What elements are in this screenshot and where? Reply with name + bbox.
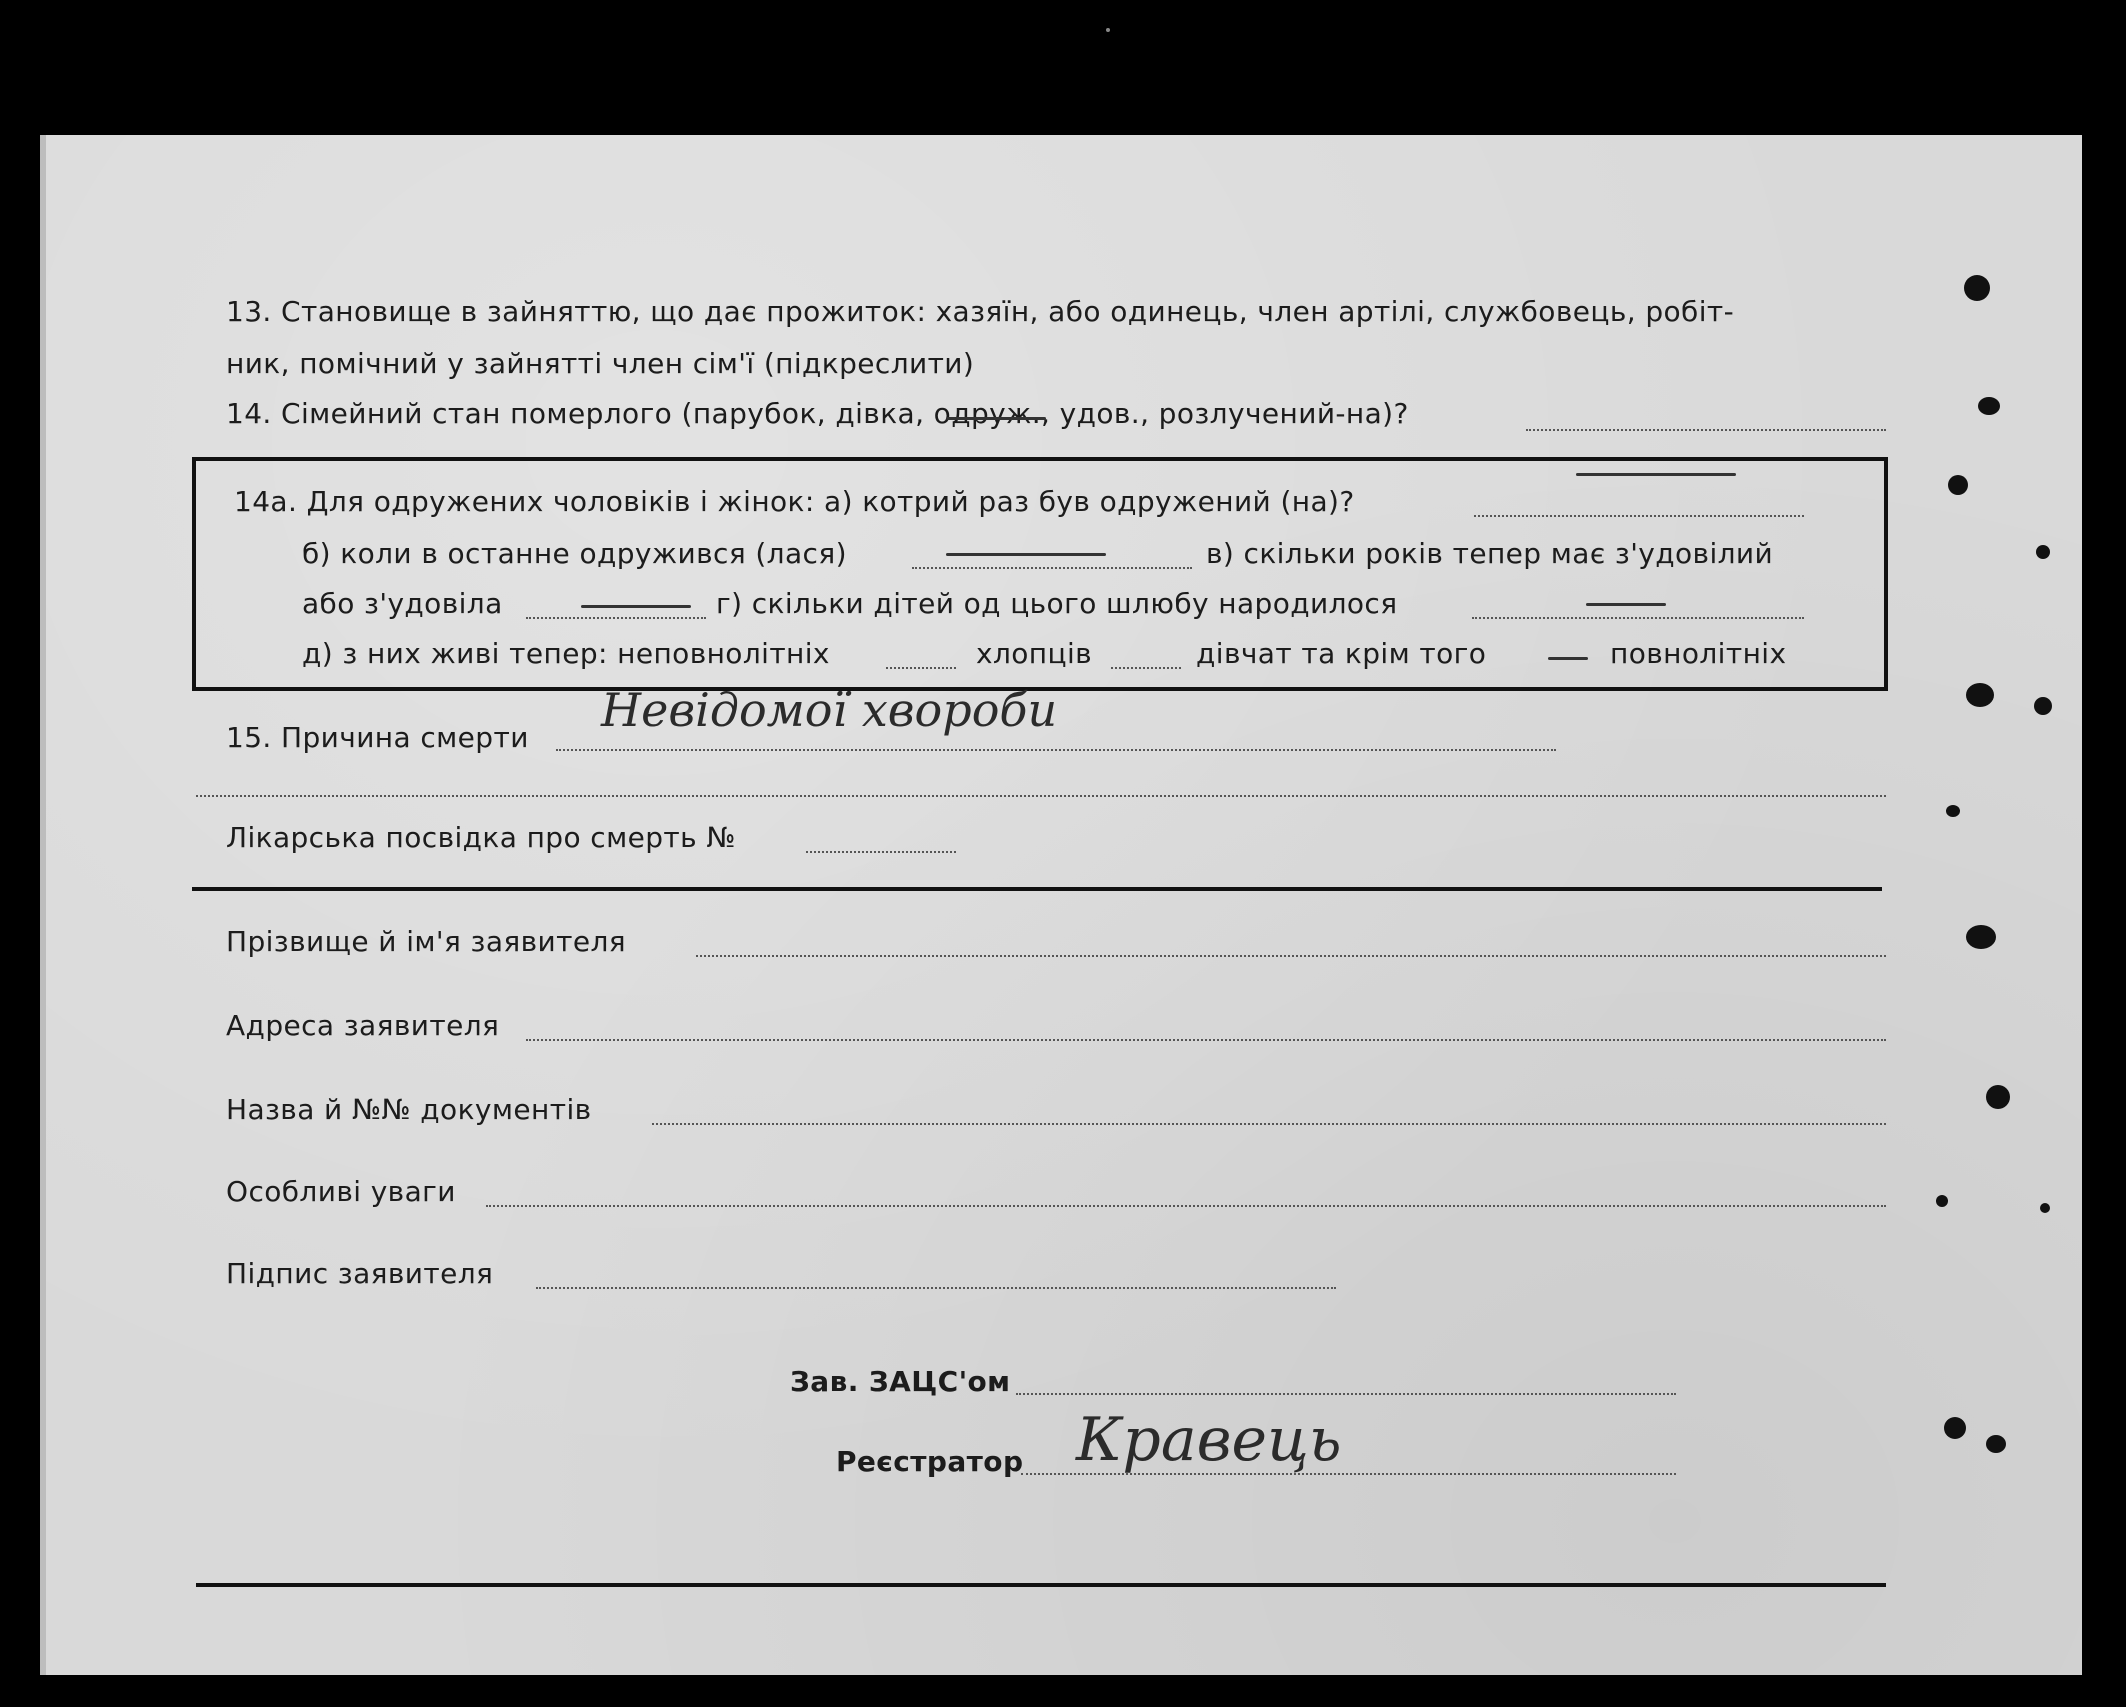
q14a-b-dash — [946, 553, 1106, 556]
form-page — [40, 135, 2082, 1675]
q13-line1: 13. Становище в зайняттю, що дає прожиток: хазяїн, або одинець, член артілі, службовець, робіт- — [226, 295, 1735, 328]
binding-hole — [1986, 1085, 2010, 1109]
head-signature-line[interactable] — [1016, 1393, 1676, 1395]
q14a-g-label: г) скільки дітей од цього шлюбу народилося — [716, 587, 1398, 620]
documents-line[interactable] — [652, 1123, 1886, 1125]
documents-label: Назва й №№ документів — [226, 1093, 592, 1126]
applicant-signature-line[interactable] — [536, 1287, 1336, 1289]
q14a-b-answer-line[interactable] — [912, 567, 1192, 569]
binding-hole — [1966, 683, 1994, 707]
registrar-signature-handwriting: Кравець — [1076, 1405, 1342, 1475]
binding-hole — [2036, 545, 2050, 559]
q15-label: 15. Причина смерти — [226, 721, 529, 754]
head-label: Зав. ЗАЦС'ом — [790, 1365, 1011, 1398]
binding-hole — [1946, 805, 1960, 817]
medical-cert-number-line[interactable] — [806, 851, 956, 853]
q14a-v-label: в) скільки років тепер має з'удовілий — [1206, 537, 1774, 570]
q14a-a-answer-line[interactable] — [1474, 515, 1804, 517]
cause-of-death-handwriting: Невідомої хвороби — [601, 683, 1058, 737]
q14a-box — [192, 457, 1888, 691]
applicant-address-line[interactable] — [526, 1039, 1886, 1041]
binding-hole — [1986, 1435, 2006, 1453]
q14-underline-mark — [946, 417, 1046, 420]
applicant-name-label: Прізвище й ім'я заявителя — [226, 925, 627, 958]
q15-answer-line[interactable] — [556, 749, 1556, 751]
remarks-line[interactable] — [486, 1205, 1886, 1207]
remarks-label: Особливі уваги — [226, 1175, 456, 1208]
binding-hole — [1948, 475, 1968, 495]
q14a-girls-label: дівчат та крім того — [1196, 637, 1487, 670]
q14-answer-line[interactable] — [1526, 429, 1886, 431]
bottom-divider — [196, 1583, 1886, 1587]
applicant-signature-label: Підпис заявителя — [226, 1257, 494, 1290]
q13-line2: ник, помічний у зайнятті член сім'ї (підкреслити) — [226, 347, 975, 380]
q14-label: 14. Сімейний стан померлого (парубок, дівка, одруж., удов., розлучений-на)? — [226, 397, 1409, 430]
q14a-adult-label: повнолітніх — [1610, 637, 1787, 670]
binding-hole — [1944, 1417, 1966, 1439]
section-divider — [192, 887, 1882, 891]
binding-hole — [1978, 397, 2000, 415]
q14a-line1: 14а. Для одружених чоловіків і жінок: а) котрий раз був одружений (на)? — [234, 485, 1355, 518]
dust-speck — [1106, 28, 1110, 32]
q15-answer-line-2[interactable] — [196, 795, 1886, 797]
q14a-boys-line[interactable] — [1111, 667, 1181, 669]
q14a-abo-label: або з'удовіла — [302, 587, 503, 620]
binding-hole — [2040, 1203, 2050, 1213]
q14a-a-dash — [1576, 473, 1736, 476]
binding-hole — [1936, 1195, 1948, 1207]
q14a-g-answer-line[interactable] — [1472, 617, 1804, 619]
binding-hole — [2034, 697, 2052, 715]
applicant-address-label: Адреса заявителя — [226, 1009, 500, 1042]
q14a-d-label: д) з них живі тепер: неповнолітніх — [302, 637, 830, 670]
q14a-d-minors-line[interactable] — [886, 667, 956, 669]
registrar-label: Реєстратор — [836, 1445, 1024, 1478]
binding-hole — [1964, 275, 1990, 301]
q14a-abo-dash — [581, 605, 691, 608]
q14a-abo-answer-line[interactable] — [526, 617, 706, 619]
q14a-boys-label: хлопців — [976, 637, 1093, 670]
binding-hole — [1966, 925, 1996, 949]
q14a-g-dash — [1586, 603, 1666, 606]
q14a-b-label: б) коли в останне одружився (лася) — [302, 537, 847, 570]
applicant-name-line[interactable] — [696, 955, 1886, 957]
medical-cert-label: Лікарська посвідка про смерть № — [226, 821, 736, 854]
q14a-adult-dash — [1548, 657, 1588, 660]
